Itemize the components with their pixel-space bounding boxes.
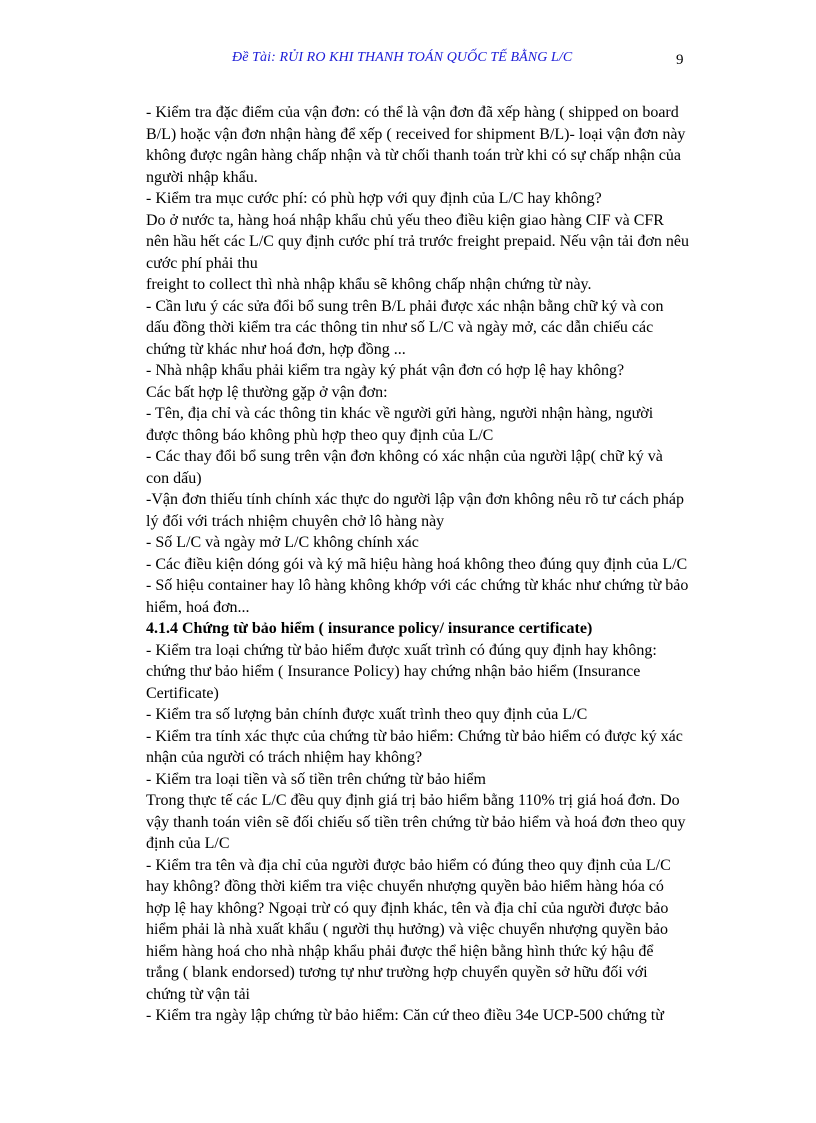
text-line: chứng từ khác như hoá đơn, hợp đồng ... bbox=[146, 340, 406, 358]
text-line: - Số hiệu container hay lô hàng không khớp với các chứng từ khác như chứng từ bảo bbox=[146, 577, 689, 594]
text-line: dấu đồng thời kiểm tra các thông tin như số L/C và ngày mở, các dẫn chiếu các bbox=[146, 319, 654, 336]
text-line: - Kiểm tra tên và địa chỉ của người được bảo hiểm có đúng theo quy định của L/C bbox=[146, 856, 671, 874]
text-line: -Vận đơn thiếu tính chính xác thực do người lập vận đơn không nêu rõ tư cách pháp bbox=[146, 491, 684, 508]
text-line: lý đối với trách nhiệm chuyên chở lô hàng này bbox=[146, 512, 445, 530]
text-line: - Nhà nhập khẩu phải kiểm tra ngày ký phát vận đơn có hợp lệ hay không? bbox=[146, 362, 625, 379]
body-text bbox=[146, 102, 746, 1027]
page-number: 9 bbox=[676, 52, 684, 68]
text-line: chứng thư bảo hiểm ( Insurance Policy) hay chứng nhận bảo hiểm (Insurance bbox=[146, 663, 641, 680]
text-line: không được ngân hàng chấp nhận và từ chối thanh toán trừ khi có sự chấp nhận của bbox=[146, 147, 681, 164]
text-line: vậy thanh toán viên sẽ đối chiếu số tiền trên chứng từ bảo hiểm và hoá đơn theo quy bbox=[146, 813, 686, 831]
text-line: - Cần lưu ý các sửa đổi bổ sung trên B/L phải được xác nhận bằng chữ ký và con bbox=[146, 297, 664, 315]
text-line: - Số L/C và ngày mở L/C không chính xác bbox=[146, 534, 419, 551]
page-header bbox=[0, 50, 816, 72]
text-line: nhận của người có trách nhiệm hay không? bbox=[146, 749, 423, 766]
text-line: - Kiểm tra loại chứng từ bảo hiểm được xuất trình có đúng quy định hay không: bbox=[146, 641, 657, 659]
text-line: - Kiểm tra tính xác thực của chứng từ bảo hiểm: Chứng từ bảo hiểm có được ký xác bbox=[146, 727, 683, 745]
section-heading: 4.1.4 Chứng từ bảo hiểm ( insurance policy/ insurance certificate) bbox=[146, 620, 593, 637]
text-line: - Tên, địa chỉ và các thông tin khác về người gửi hàng, người nhận hàng, người bbox=[146, 405, 654, 422]
text-line: - Kiểm tra loại tiền và số tiền trên chứng từ bảo hiểm bbox=[146, 770, 486, 788]
text-line: hay không? đồng thời kiểm tra việc chuyển nhượng quyền bảo hiểm hàng hóa có bbox=[146, 878, 664, 895]
text-line: - Kiểm tra đặc điểm của vận đơn: có thể là vận đơn đã xếp hàng ( shipped on board bbox=[146, 104, 679, 121]
text-line: Trong thực tế các L/C đều quy định giá trị bảo hiểm bằng 110% trị giá hoá đơn. Do bbox=[146, 792, 680, 809]
text-line: - Các điều kiện dóng gói và ký mã hiệu hàng hoá không theo đúng quy định của L/C bbox=[146, 555, 688, 573]
text-line: Certificate) bbox=[146, 684, 219, 702]
text-line: hiểm, hoá đơn... bbox=[146, 598, 250, 616]
text-line: B/L) hoặc vận đơn nhận hàng để xếp ( received for shipment B/L)- loại vận đơn này bbox=[146, 125, 686, 143]
text-line: con dấu) bbox=[146, 469, 202, 487]
text-line: trắng ( blank endorsed) tương tự như trường hợp chuyển quyền sở hữu đối với bbox=[146, 964, 648, 981]
text-line: - Kiểm tra ngày lập chứng từ bảo hiểm: Căn cứ theo điều 34e UCP-500 chứng từ bbox=[146, 1007, 664, 1024]
text-line: được thông báo không phù hợp theo quy định của L/C bbox=[146, 426, 494, 444]
text-line: hiểm phải là nhà xuất khẩu ( người thụ hưởng) và việc chuyển nhượng quyền bảo bbox=[146, 921, 668, 938]
text-line: chứng từ vận tải bbox=[146, 985, 250, 1003]
text-line: cước phí phải thu bbox=[146, 254, 258, 272]
text-line: - Kiểm tra mục cước phí: có phù hợp với quy định của L/C hay không? bbox=[146, 190, 602, 207]
text-line: - Các thay đổi bổ sung trên vận đơn không có xác nhận của người lập( chữ ký và bbox=[146, 448, 663, 465]
text-line: freight to collect thì nhà nhập khẩu sẽ không chấp nhận chứng từ này. bbox=[146, 276, 592, 293]
text-line: - Kiểm tra số lượng bản chính được xuất trình theo quy định của L/C bbox=[146, 706, 588, 723]
text-line: định của L/C bbox=[146, 835, 230, 852]
text-line: hiểm hàng hoá cho nhà nhập khẩu phải được thể hiện bằng hình thức ký hậu để bbox=[146, 942, 654, 960]
text-line: hợp lệ hay không? Ngoại trừ có quy định khác, tên và địa chỉ của người được bảo bbox=[146, 899, 669, 917]
header-title: Đề Tài: RỦI RO KHI THANH TOÁN QUỐC TẾ BẰNG L/C bbox=[232, 50, 573, 65]
text-line: Do ở nước ta, hàng hoá nhập khẩu chủ yếu theo điều kiện giao hàng CIF và CFR bbox=[146, 211, 664, 229]
text-line: nên hầu hết các L/C quy định cước phí trả trước freight prepaid. Nếu vận tải đơn nêu bbox=[146, 233, 689, 250]
text-line: người nhập khẩu. bbox=[146, 168, 258, 186]
text-line: Các bất hợp lệ thường gặp ở vận đơn: bbox=[146, 383, 388, 401]
